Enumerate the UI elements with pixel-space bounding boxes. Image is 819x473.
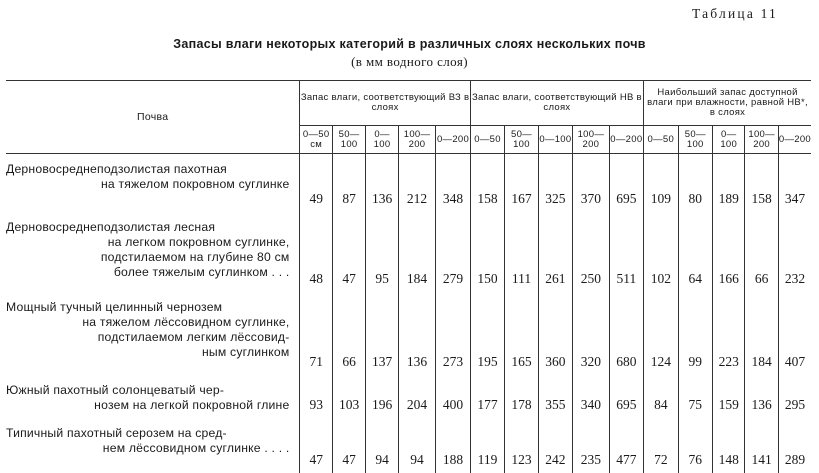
value-cell: 136: [745, 375, 778, 418]
layer-header: 0—200: [436, 126, 471, 154]
table-number: Таблица 11: [692, 6, 778, 21]
value-cell: 196: [366, 375, 398, 418]
value-cell: 94: [398, 418, 436, 473]
layer-header: 0—200: [778, 126, 811, 154]
value-cell: 273: [436, 292, 471, 375]
value-cell: 166: [713, 212, 745, 292]
layer-header: 0—50 см: [300, 126, 332, 154]
value-cell: 189: [713, 154, 745, 212]
value-cell: 355: [538, 375, 572, 418]
value-cell: 212: [398, 154, 436, 212]
value-cell: 195: [470, 292, 504, 375]
value-cell: 178: [505, 375, 538, 418]
layer-header: 0—200: [609, 126, 643, 154]
layer-header: 100—200: [398, 126, 436, 154]
soil-name-line: ным суглинком: [201, 345, 290, 360]
layer-header: 50—100: [332, 126, 365, 154]
value-cell: 95: [366, 212, 398, 292]
value-cell: 165: [505, 292, 538, 375]
value-cell: 261: [538, 212, 572, 292]
table-body: [6, 154, 811, 473]
value-cell: 71: [300, 292, 332, 375]
soil-name-line: на легком покровном суглинке,: [107, 234, 290, 249]
soil-name-line: Дерновосреднеподзолистая пахотная: [6, 162, 227, 176]
value-cell: 75: [678, 375, 712, 418]
value-cell: 66: [332, 292, 365, 375]
soil-name: [6, 292, 300, 375]
soil-name-line: Типичный пахотный серозем на сред-: [6, 425, 227, 440]
table-row: [6, 212, 811, 292]
value-cell: 279: [436, 212, 471, 292]
value-cell: 695: [609, 154, 643, 212]
value-cell: 109: [644, 154, 678, 212]
soil-name-line: на тяжелом лёссовидном суглинке,: [82, 314, 290, 329]
soil-name: [6, 418, 300, 473]
layer-header: 0—100: [713, 126, 745, 154]
group-header-wilting: Запас влаги, соответствующий ВЗ в слоях: [300, 81, 470, 126]
value-cell: 141: [745, 418, 778, 473]
soil-name: [6, 375, 300, 418]
value-cell: 250: [573, 212, 609, 292]
value-cell: 72: [644, 418, 678, 473]
value-cell: 99: [678, 292, 712, 375]
value-cell: 158: [745, 154, 778, 212]
value-cell: 477: [609, 418, 643, 473]
table-row: [6, 154, 811, 212]
value-cell: 320: [573, 292, 609, 375]
value-cell: 177: [470, 375, 504, 418]
value-cell: 184: [398, 212, 436, 292]
soil-name-line: Мощный тучный целинный чернозем: [6, 299, 223, 314]
layer-header: 0—50: [644, 126, 678, 154]
value-cell: 370: [573, 154, 609, 212]
value-cell: 64: [678, 212, 712, 292]
group-header-available: Наибольший запас доступной влаги при влажности, равной НВ*, в слоях: [644, 81, 811, 126]
layer-header: 100—200: [573, 126, 609, 154]
soil-name-line: Южный пахотный солонцеватый чер-: [6, 382, 225, 397]
value-cell: 136: [366, 154, 398, 212]
table-row: [6, 375, 811, 418]
group-header-field-capacity: Запас влаги, соответствующий НВ в слоях: [470, 81, 643, 126]
table-title: Запасы влаги некоторых категорий в различных слоях нескольких почв: [173, 37, 646, 51]
layer-header: 0—100: [366, 126, 398, 154]
value-cell: 47: [332, 418, 365, 473]
value-cell: 48: [300, 212, 332, 292]
value-cell: 49: [300, 154, 332, 212]
soil-name: [6, 212, 300, 292]
value-cell: 325: [538, 154, 572, 212]
value-cell: 511: [609, 212, 643, 292]
value-cell: 295: [778, 375, 811, 418]
soil-name-line: подстилаемом легким лёссовид-: [97, 329, 290, 344]
value-cell: 167: [505, 154, 538, 212]
value-cell: 150: [470, 212, 504, 292]
value-cell: 400: [436, 375, 471, 418]
value-cell: 184: [745, 292, 778, 375]
value-cell: 111: [505, 212, 538, 292]
value-cell: 159: [713, 375, 745, 418]
soil-name-line: Дерновосреднеподзолистая лесная: [6, 219, 216, 234]
soil-column-header: Почва: [6, 81, 300, 154]
table-subtitle: (в мм водного слоя): [351, 54, 468, 69]
value-cell: 242: [538, 418, 572, 473]
soil-name-line: подстилаемом на глубине 80 см: [100, 249, 290, 264]
value-cell: 76: [678, 418, 712, 473]
value-cell: 158: [470, 154, 504, 212]
soil-name-line: на тяжелом покровном суглинке: [100, 177, 290, 192]
value-cell: 289: [778, 418, 811, 473]
value-cell: 360: [538, 292, 572, 375]
value-cell: 87: [332, 154, 365, 212]
value-cell: 232: [778, 212, 811, 292]
value-cell: 347: [778, 154, 811, 212]
value-cell: 94: [366, 418, 398, 473]
value-cell: 119: [470, 418, 504, 473]
layer-header: 50—100: [505, 126, 538, 154]
value-cell: 148: [713, 418, 745, 473]
table-row: [6, 292, 811, 375]
value-cell: 680: [609, 292, 643, 375]
value-cell: 340: [573, 375, 609, 418]
layer-header: 50—100: [678, 126, 712, 154]
value-cell: 137: [366, 292, 398, 375]
value-cell: 348: [436, 154, 471, 212]
soil-name: [6, 154, 300, 212]
layer-header: 0—50: [470, 126, 504, 154]
value-cell: 66: [745, 212, 778, 292]
soil-name-line: нем лёссовидном суглинке . . . .: [102, 440, 290, 455]
value-cell: 123: [505, 418, 538, 473]
value-cell: 102: [644, 212, 678, 292]
value-cell: 223: [713, 292, 745, 375]
value-cell: 695: [609, 375, 643, 418]
soil-name-line: более тяжелым суглинком . . .: [113, 265, 290, 280]
value-cell: 204: [398, 375, 436, 418]
soil-name-line: нозем на легкой покровной глине: [94, 397, 290, 412]
value-cell: 136: [398, 292, 436, 375]
value-cell: 407: [778, 292, 811, 375]
value-cell: 47: [332, 212, 365, 292]
value-cell: 93: [300, 375, 332, 418]
table-row: [6, 418, 811, 473]
moisture-table: [6, 80, 811, 473]
value-cell: 188: [436, 418, 471, 473]
value-cell: 103: [332, 375, 365, 418]
value-cell: 235: [573, 418, 609, 473]
layer-header: 0—100: [538, 126, 572, 154]
value-cell: 124: [644, 292, 678, 375]
layer-header: 100—200: [745, 126, 778, 154]
value-cell: 80: [678, 154, 712, 212]
value-cell: 84: [644, 375, 678, 418]
value-cell: 47: [300, 418, 332, 473]
